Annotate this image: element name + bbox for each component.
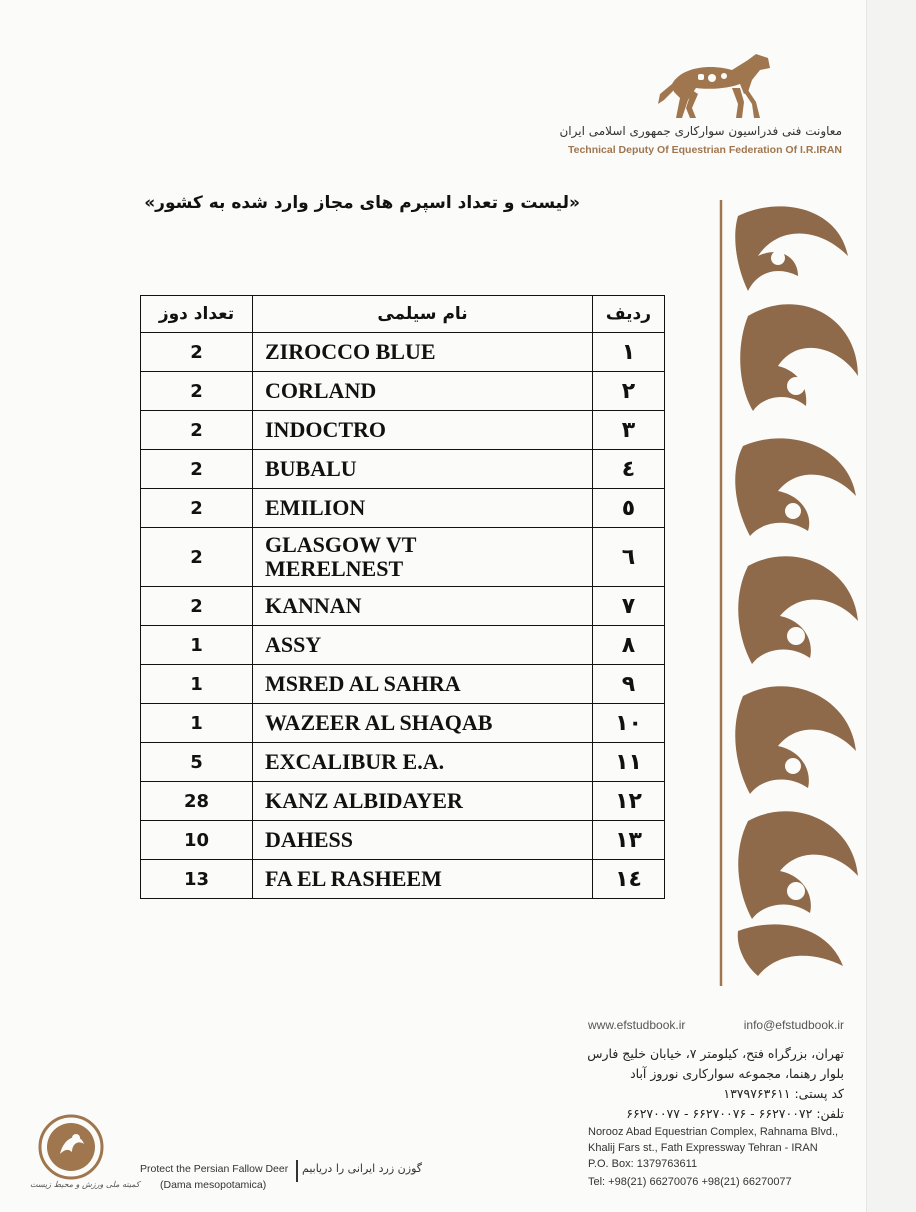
row-number-cell: ٩ (593, 665, 665, 704)
slogan-divider (296, 1160, 298, 1182)
row-number-cell: ٦ (593, 528, 665, 587)
name-cell: FA EL RASHEEM (253, 860, 593, 899)
table-row (141, 626, 665, 665)
table-row (141, 333, 665, 372)
address-fa-line-2: بلوار رهنما، مجموعه سوارکاری نوروز آباد (630, 1066, 844, 1081)
row-number-cell: ١٣ (593, 821, 665, 860)
environment-committee-seal-icon (38, 1114, 104, 1180)
name-cell: CORLAND (253, 372, 593, 411)
dose-cell: 1 (141, 704, 253, 743)
pobox: P.O. Box: 1379763611 (588, 1158, 698, 1170)
name-cell: BUBALU (253, 450, 593, 489)
row-number-cell: ٢ (593, 372, 665, 411)
fallow-deer-title: Protect the Persian Fallow Deer (140, 1163, 289, 1175)
fallow-deer-slogan-fa: گوزن زرد ایرانی را دریابیم (302, 1162, 422, 1175)
header-row: ردیف (593, 296, 665, 333)
name-cell: GLASGOW VT MERELNEST (253, 528, 593, 587)
document-title: «لیست و تعداد اسپرم های مجاز وارد شده به کشور» (144, 193, 580, 213)
name-cell: EMILION (253, 489, 593, 528)
name-cell: DAHESS (253, 821, 593, 860)
postal-code-fa: کد پستی: ۱۳۷۹۷۶۳۶۱۱ (723, 1086, 844, 1101)
stallion-table (140, 295, 665, 899)
row-number-cell: ٥ (593, 489, 665, 528)
table-row (141, 665, 665, 704)
table-row (141, 821, 665, 860)
row-number-cell: ٧ (593, 587, 665, 626)
table-row (141, 860, 665, 899)
dose-cell: 2 (141, 411, 253, 450)
phone-fa: تلفن: ۶۶۲۷۰۰۷۲ - ۶۶۲۷۰۰۷۶ - ۶۶۲۷۰۰۷۷ (626, 1106, 844, 1121)
table-row (141, 704, 665, 743)
row-number-cell: ١ (593, 333, 665, 372)
email-link[interactable]: info@efstudbook.ir (743, 1018, 844, 1032)
fallow-deer-slogan-en (140, 1163, 289, 1191)
page-edge (866, 0, 916, 1212)
table-row (141, 782, 665, 821)
table-row (141, 450, 665, 489)
dose-cell: 13 (141, 860, 253, 899)
horse-logo-icon (652, 44, 778, 126)
dose-cell: 2 (141, 450, 253, 489)
seal-caption: کمیته ملی ورزش و محیط زیست (30, 1180, 140, 1189)
row-number-cell: ١١ (593, 743, 665, 782)
name-cell: KANNAN (253, 587, 593, 626)
row-number-cell: ١٤ (593, 860, 665, 899)
name-cell: INDOCTRO (253, 411, 593, 450)
table-header-row (141, 296, 665, 333)
dose-cell: 2 (141, 372, 253, 411)
dose-cell: 2 (141, 489, 253, 528)
dose-cell: 2 (141, 528, 253, 587)
org-name-fa: معاونت فنی فدراسیون سوارکاری جمهوری اسلامی ایران (559, 124, 842, 138)
address-en-line-2: Khalij Fars st., Fath Expressway Tehran - IRAN (588, 1142, 818, 1154)
row-number-cell: ٨ (593, 626, 665, 665)
dose-cell: 2 (141, 333, 253, 372)
table-row (141, 587, 665, 626)
row-number-cell: ١٢ (593, 782, 665, 821)
dose-cell: 2 (141, 587, 253, 626)
name-cell: WAZEER AL SHAQAB (253, 704, 593, 743)
org-name-en: Technical Deputy Of Equestrian Federation Of I.R.IRAN (567, 144, 842, 156)
address-en-line-1: Norooz Abad Equestrian Complex, Rahnama Blvd., (588, 1126, 839, 1138)
row-number-cell: ٣ (593, 411, 665, 450)
row-number-cell: ٤ (593, 450, 665, 489)
row-number-cell: ١٠ (593, 704, 665, 743)
dose-cell: 1 (141, 665, 253, 704)
name-cell: KANZ ALBIDAYER (253, 782, 593, 821)
dose-cell: 10 (141, 821, 253, 860)
name-cell: ASSY (253, 626, 593, 665)
table-row (141, 411, 665, 450)
name-cell: ZIROCCO BLUE (253, 333, 593, 372)
telephone: Tel: +98(21) 66270076 +98(21) 66270077 (588, 1176, 792, 1188)
address-fa-line-1: تهران، بزرگراه فتح، کیلومتر ۷، خیابان خلیج فارس (587, 1046, 844, 1061)
table-row (141, 372, 665, 411)
header-dose: تعداد دوز (141, 296, 253, 333)
table-row (141, 528, 665, 587)
dose-cell: 5 (141, 743, 253, 782)
fallow-deer-species: (Dama mesopotamica) (160, 1179, 267, 1191)
decorative-border-ornament (718, 196, 868, 986)
table-row (141, 743, 665, 782)
name-cell: EXCALIBUR E.A. (253, 743, 593, 782)
header-name: نام سیلمی (253, 296, 593, 333)
table-row (141, 489, 665, 528)
dose-cell: 28 (141, 782, 253, 821)
website-link[interactable]: www.efstudbook.ir (588, 1018, 686, 1032)
name-cell: MSRED AL SAHRA (253, 665, 593, 704)
dose-cell: 1 (141, 626, 253, 665)
